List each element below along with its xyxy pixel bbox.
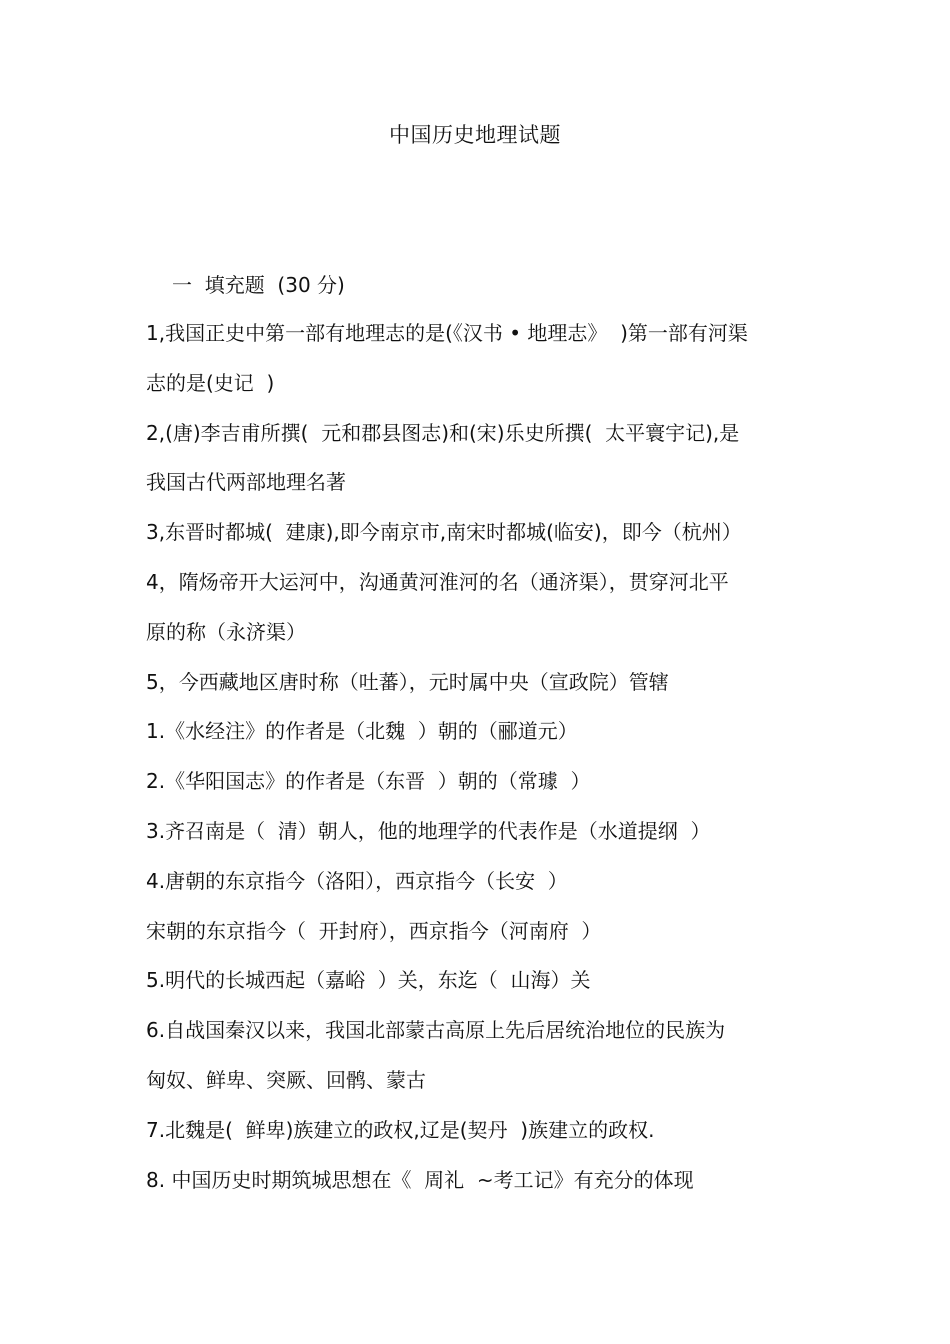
text-line: 5.明代的长城西起（嘉峪 ）关，东迄（ 山海）关 xyxy=(146,968,591,993)
section-heading: 一 填充题 (30 分) xyxy=(172,273,345,297)
text-line: 2.《华阳国志》的作者是（东晋 ）朝的（常璩 ） xyxy=(146,769,591,794)
text-line: 7.北魏是( 鲜卑)族建立的政权,辽是(契丹 )族建立的政权. xyxy=(146,1117,655,1142)
text-line: 1.《水经注》的作者是（北魏 ）朝的（郦道元） xyxy=(146,719,578,744)
text-line: 8. 中国历史时期筑城思想在《 周礼 ~考工记》有充分的体现 xyxy=(146,1167,694,1192)
text-line: 匈奴、鲜卑、突厥、回鹘、蒙古 xyxy=(146,1067,426,1092)
text-line: 4，隋炀帝开大运河中，沟通黄河淮河的名（通济渠），贯穿河北平 xyxy=(146,569,729,594)
text-line: 宋朝的东京指今（ 开封府），西京指今（河南府 ） xyxy=(146,918,602,943)
text-line: 志的是(史记 ) xyxy=(146,370,275,395)
text-line: 4.唐朝的东京指今（洛阳），西京指今（长安 ） xyxy=(146,868,568,893)
text-line: 5，今西藏地区唐时称（吐蕃），元时属中央（宣政院）管辖 xyxy=(146,669,669,694)
text-line: 3,东晋时都城( 建康),即今南京市,南宋时都城(临安)，即今（杭州） xyxy=(146,520,742,545)
text-line: 我国古代两部地理名著 xyxy=(146,470,346,495)
text-line: 2,(唐)李吉甫所撰( 元和郡县图志)和(宋)乐史所撰( 太平寰宇记),是 xyxy=(146,420,740,445)
text-line: 1,我国正史中第一部有地理志的是(《汉书 • 地理志》 )第一部有河渠 xyxy=(146,321,748,345)
document-title: 中国历史地理试题 xyxy=(389,123,561,147)
question-list xyxy=(146,319,826,1215)
text-line: 原的称（永济渠） xyxy=(146,619,306,644)
text-line: 6.自战国秦汉以来，我国北部蒙古高原上先后居统治地位的民族为 xyxy=(146,1018,726,1043)
text-line: 3.齐召南是（ 清）朝人，他的地理学的代表作是（水道提纲 ） xyxy=(146,818,711,843)
